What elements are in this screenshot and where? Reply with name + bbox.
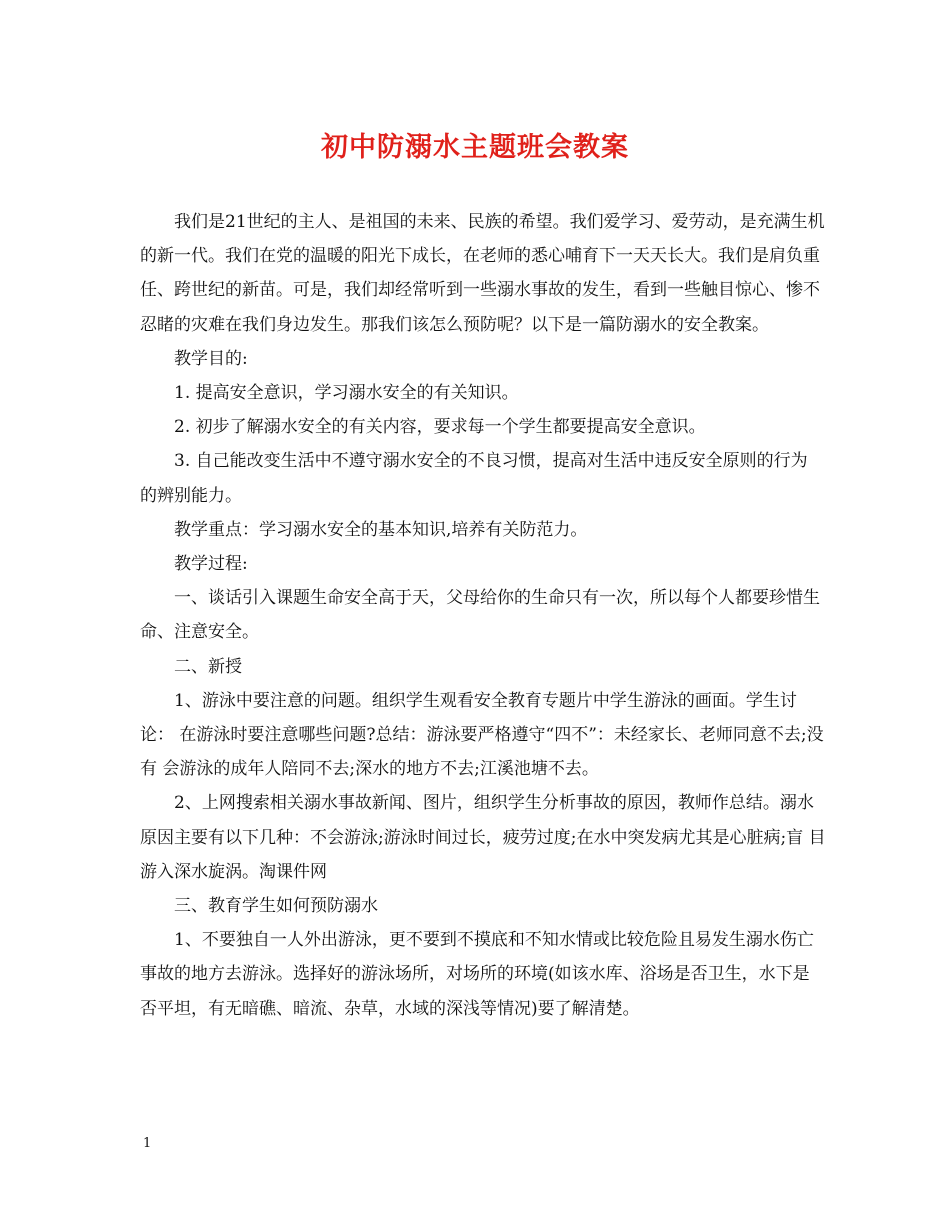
new-lesson-item-2: 2、上网搜索相关溺水事故新闻、图片，组织学生分析事故的原因，教师作总结。溺水 原因主要有以下几种：不会游泳;游泳时间过长，疲劳过度;在水中突发病尤其是心脏病;盲 目游入深水旋涡。淘课件网 (140, 793, 826, 882)
new-lesson-item-1: 1、游泳中要注意的问题。组织学生观看安全教育专题片中学生游泳的画面。学生讨论： 在游泳时要注意哪些问题?总结：游泳要严格遵守“四不”：未经家长、老师同意不去;没有 会游泳的成年人陪同不去;深水的地方不去;江溪池塘不去。 (140, 690, 824, 780)
goal-item-2: 2. 初步了解溺水安全的有关内容，要求每一个学生都要提高安全意识。 (174, 417, 706, 438)
process-section-3-heading: 三、教育学生如何预防溺水 (174, 896, 378, 917)
document-body (140, 205, 830, 1026)
intro-paragraph: 我们是21世纪的主人、是祖国的未来、民族的希望。我们爱学习、爱劳动，是充满生机的新一代。我们在党的温暖的阳光下成长，在老师的悉心哺育下一天天长大。我们是肩负重任、跨世纪的新苗。可是，我们却经常听到一些溺水事故的发生，看到一些触目惊心、惨不忍睹的灾难在我们身边发生。那我们该怎么预防呢？以下是一篇防溺水的安全教案。 (140, 212, 825, 335)
goal-item-1: 1. 提高安全意识，学习溺水安全的有关知识。 (174, 383, 519, 404)
process-section-2-heading: 二、新授 (174, 656, 242, 677)
teaching-focus: 教学重点：学习溺水安全的基本知识,培养有关防范力。 (174, 519, 588, 540)
document-title: 初中防溺水主题班会教案 (321, 132, 629, 163)
prevention-item-1: 1、不要独自一人外出游泳，更不要到不摸底和不知水情或比较危险且易发生溺水伤亡 事故的地方去游泳。选择好的游泳场所，对场所的环境(如该水库、浴场是否卫生，水下是 否平坦，有无暗礁、暗流、杂草，水域的深浅等情况)要了解清楚。 (140, 930, 814, 1019)
teaching-goal-heading: 教学目的: (174, 348, 248, 369)
page-number: 1 (143, 1136, 152, 1151)
process-section-1: 一、谈话引入课题生命安全高于天，父母给你的生命只有一次，所以每个人都要珍惜生 命、注意安全。 (140, 588, 820, 643)
teaching-process-heading: 教学过程: (174, 554, 248, 575)
goal-item-3: 3. 自己能改变生活中不遵守溺水安全的不良习惯，提高对生活中违反安全原则的行为 的辨别能力。 (140, 451, 808, 506)
